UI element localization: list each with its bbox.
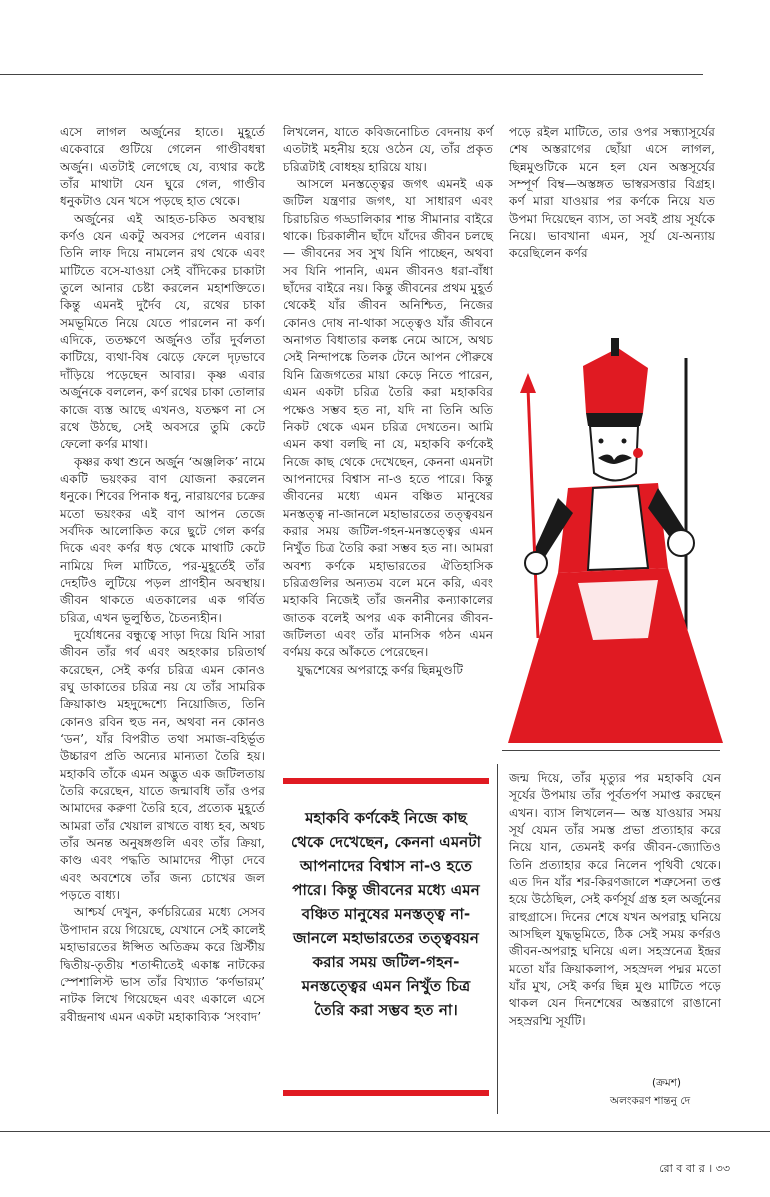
pull-quote-text: মহাকবি কর্ণকেই নিজে কাছ থেকে দেখেছেন, কেননা এমনটা আপনাদের বিশ্বাস না-ও হতে পারে। কিন্তু জীবনের মধ্যে এমন বঞ্চিত মানুষের মনস্তত্ত্ব না-জানলে মহাভারতের তত্ত্ববয়ন করার সময় জটিল-গহন-মনস্তত্ত্বের এমন নিখুঁত চিত্র তৈরি করা সম্ভব হত না। xyxy=(291,809,481,1019)
page-footer: রো ব বা র । ৩৩ xyxy=(659,1162,730,1175)
text-column-3 xyxy=(509,124,715,263)
paragraph: আসলে মনস্তত্ত্বের জগৎ এমনই এক জটিল যন্ত্রণার জগৎ, যা সাধারণ এবং চিরাচরিত গড্ডালিকার শান্ত সীমানার বাইরে থাকে। চিরকালীন ছাঁদে যাঁদের জীবন চলছে— জীবনের সব সুখ যিনি পাচ্ছেন, অথবা সব যিনি পাননি, এমন জীবনও ধরা-বাঁধা ছাঁদের বাইরে নয়। কিন্তু জীবনের প্রথম মুহূর্ত থেকেই যাঁর জীবন অনিশ্চিত, নিজের কোনও দোষ না-থাকা সত্ত্বেও যাঁর জীবনে অনাগত বিধাতার কলঙ্ক নেমে আসে, অথচ সেই নিন্দাপঙ্কে তিলক টেনে আপন পৌরুষে যিনি ত্রিজগতের মায়া কেড়ে নিতে পারেন, এমন একটা চরিত্র তৈরি করা মহাকবির পক্ষেও সম্ভব হত না, যদি না তিনি অতি নিকট থেকে এমন চরিত্র দেখতেন। আমি এমন কথা বলছি না যে, মহাকবি কর্ণকেই নিজে কাছ থেকে দেখেছেন, কেননা এমনটা আপনাদের বিশ্বাস না-ও হতে পারে। কিন্তু জীবনের মধ্যে এমন বঞ্চিত মানুষের মনস্তত্ত্ব না-জানলে মহাভারতের তত্ত্ববয়ন করার সময় জটিল-গহন-মনস্তত্ত্বের এমন নিখুঁত চিত্র তৈরি করা সম্ভব হত না। আমরা অবশ্য কর্ণকে মহাভারতের ঐতিহাসিক চরিত্রগুলির অন্যতম বলে মনে করি, এবং মহাকবি নিজেই তাঁর জননীর কন্যাকালের জাতক বলেই অপর এক কানীনের জীবন-জটিলতা এবং তাঁর মানসিক গঠন এমন বর্ণময় করে আঁকতে পেরেছেন। xyxy=(283,177,493,660)
pull-quote-bottom-bar xyxy=(283,1090,489,1096)
text-column-4 xyxy=(509,770,721,1030)
pull-quote-top-bar xyxy=(283,778,489,784)
paragraph: অর্জুনের এই আহত-চকিত অবস্থায় কর্ণও যেন একটু অবসর পেলেন এবার। তিনি লাফ দিয়ে নামলেন রথ থেকে এবং মাটিতে বসে-যাওয়া সেই বাঁদিকের চাকাটা তুলে আনার চেষ্টা করলেন মহাশক্তিতে। কিন্তু এমনই দুর্দৈব যে, রথের চাকা সমভূমিতে নিয়ে যেতে পারলেন না কর্ণ। এদিকে, ততক্ষণে অর্জুনও তাঁর দুর্বলতা কাটিয়ে, ব্যথা-বিষ ঝেড়ে ফেলে দৃঢ়ভাবে দাঁড়িয়ে পড়েছেন আবার। কৃষ্ণ এবার অর্জুনকে বললেন, কর্ণ রথের চাকা তোলার কাজে ব্যস্ত আছে এখনও, যতক্ষণ না সে রথে উঠছে, সেই অবসরে তুমি কেটে ফেলো কর্ণর মাথা। xyxy=(60,211,265,452)
text-column-2 xyxy=(283,124,493,679)
paragraph: জন্ম দিয়ে, তাঁর মৃত্যুর পর মহাকবি যেন সূর্যের উপমায় তাঁর পূর্বতর্পণ সমাপ্ত করছেন এখন। ব্যাস লিখলেন— অস্ত যাওয়ার সময় সূর্য যেমন তাঁর সমস্ত প্রভা প্রত্যাহার করে নিয়ে যান, তেমনই কর্ণর জীবন-জ্যোতিও তিনি প্রত্যাহার করে নিলেন পৃথিবী থেকে। এত দিন যাঁর শর-কিরণজালে শত্রুসেনা তপ্ত হয়ে উঠেছিল, সেই কর্ণসূর্য গ্রস্ত হল অর্জুনের রাহুগ্রাসে। দিনের শেষে যখন অপরাহ্ণ ঘনিয়ে আসছিল যুদ্ধভূমিতে, ঠিক সেই সময় কর্ণরও জীবন-অপরাহ্ণ ঘনিয়ে এল। সহস্রনেত্র ইন্দ্রর মতো যাঁর ক্রিয়াকলাপ, সহস্রদল পদ্মর মতো যাঁর মুখ, সেই কর্ণর ছিন্ন মুণ্ড মাটিতে পড়ে থাকল যেন দিনশেষের অস্তরাগে রাঙানো সহস্ররশ্মি সূর্যটি। xyxy=(509,771,721,1028)
paragraph: আশ্চর্য দেখুন, কর্ণচরিত্রের মধ্যে সেসব উপাদান রয়ে গিয়েছে, যেখানে সেই কালেই মহাভারতের ঈপ্সিত অতিক্রম করে খ্রিস্টীয় দ্বিতীয়-তৃতীয় শতাব্দীতেই একাঙ্ক নাটকের স্পেশালিস্ট ভাস তাঁর বিখ্যাত ‘কর্ণভারম্’ নাটক লিখে গিয়েছেন এবং একালে এসে রবীন্দ্রনাথ এমন একটা মহাকাব্যিক ‘সংবাদ’ xyxy=(60,905,265,1024)
illustration-credit: অলংকরণ শান্তনু দে xyxy=(610,1095,691,1107)
pull-quote xyxy=(283,778,489,1098)
paragraph: কৃষ্ণর কথা শুনে অর্জুন ‘অঞ্জলিক’ নামে একটি ভয়ংকর বাণ যোজনা করলেন ধনুকে। শিবের পিনাক ধনু, নারায়ণের চক্রের মতো ভয়ংকর এই বাণ আপন তেজে সর্বদিক আলোকিত করে ছুটে গেল কর্ণর দিকে এবং কর্ণর ধড় থেকে মাথাটি কেটে নামিয়ে দিল মাটিতে, পর-মুহূর্তেই তাঁর দেহটিও লুটিয়ে পড়ল প্রাণহীন অবস্থায়। জীবন থাকতে এতকালের এক গর্বিত চরিত্র, এখন ভূলুণ্ঠিত, চৈতন্যহীন। xyxy=(60,454,265,625)
paragraph: পড়ে রইল মাটিতে, তার ওপর সন্ধ্যাসূর্যের শেষ অস্তরাগের ছোঁয়া এসে লাগল, ছিন্নমুণ্ডটিকে মনে হল যেন অস্তসূর্যের সম্পূর্ণ বিম্ব—অস্তঙ্গত ভাস্বরসত্তার বিগ্রহ। কর্ণ মারা যাওয়ার পর কর্ণকে নিয়ে যত উপমা দিয়েছেন ব্যাস, তা সবই প্রায় সূর্যকে নিয়ে। ভাবখানা এমন, সূর্য যে-অন্যায় করেছিলেন কর্ণর xyxy=(509,125,715,261)
bottom-rule xyxy=(0,1131,770,1132)
paragraph: যুদ্ধশেষের অপরাহ্ণে কর্ণর ছিন্নমুণ্ডটি xyxy=(297,662,463,677)
continued-label: (ক্রমশ) xyxy=(652,1077,682,1089)
paragraph: দুর্যোধনের বন্ধুত্বে সাড়া দিয়ে যিনি সারা জীবন তাঁর গর্ব এবং অহংকার চরিতার্থ করেছেন, সেই কর্ণর চরিত্র এমন কোনও রঘু ডাকাতের চরিত্র নয় যে তাঁর সামরিক ক্রিয়াকাণ্ড মহদুদ্দেশ্যে নিয়োজিত, তিনি কোনও রবিন হুড নন, অথবা নন কোনও ‘ডন’, যাঁর বিপরীত তথা সমাজ-বহির্ভূত উচ্চারণ প্রতি অন্যের মান্যতা তৈরি হয়। মহাকবি তাঁকে এমন অদ্ভুত এক জটিলতায় তৈরি করেছেন, যাতে জন্মাবধি তাঁর ওপর আমাদের করুণা তৈরি হবে, প্রত্যেক মুহূর্তে আমরা তাঁর খেয়াল রাখতে বাধ্য হব, অথচ তাঁর অনন্ত অনুষঙ্গগুলি এবং তাঁর ক্রিয়া, কাণ্ড এবং পদ্ধতি আমাদের পীড়া দেবে এবং অবশেষে তাঁর জন্য চোখের জল পড়তে বাধ্য। xyxy=(60,627,265,903)
text-column-1 xyxy=(60,124,265,1026)
paragraph: এসে লাগল অর্জুনের হাতে। মুহূর্তে একেবারে গুটিয়ে গেলেন গাণ্ডীবধন্বা অর্জুন। এতটাই লেগেছে যে, ব্যথার কষ্টে তাঁর মাথাটা যেন ঘুরে গেল, গাণ্ডীব ধনুকটাও যেন খসে পড়ছে হাত থেকে। xyxy=(60,125,265,209)
paragraph: লিখলেন, যাতে কবিজনোচিত বেদনায় কর্ণ এতটাই মহনীয় হয়ে ওঠেন যে, তাঁর প্রকৃত চরিত্রটাই বোধহয় হারিয়ে যায়। xyxy=(283,125,493,174)
column-divider xyxy=(497,764,498,1114)
section-divider xyxy=(502,750,720,751)
top-rule xyxy=(0,74,703,75)
karna-illustration xyxy=(498,338,726,748)
